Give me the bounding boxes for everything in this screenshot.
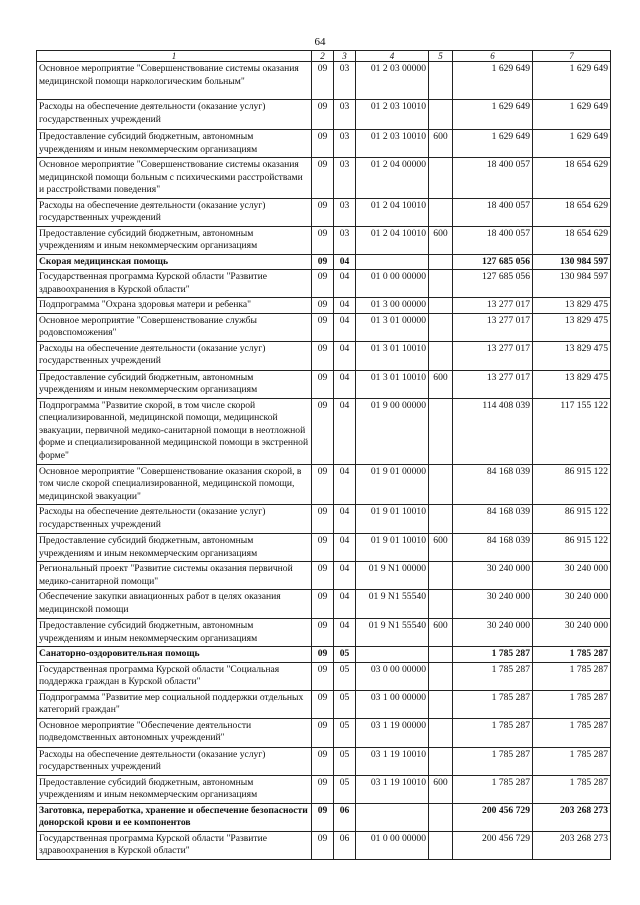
- amount-year2-cell: 130 984 597: [533, 270, 611, 298]
- section-code-cell: 09: [312, 747, 334, 775]
- amount-year2-cell: 1 629 649: [533, 130, 611, 158]
- subsection-code-cell: 05: [334, 662, 356, 690]
- amount-year2-cell: 130 984 597: [533, 254, 611, 270]
- amount-year2-cell: 1 629 649: [533, 100, 611, 130]
- amount-year1-cell: 84 168 039: [453, 505, 533, 534]
- subsection-code-cell: 03: [334, 62, 356, 100]
- table-row: [37, 270, 611, 298]
- table-row: [37, 747, 611, 775]
- section-code-cell: 09: [312, 198, 334, 226]
- amount-year2-cell: 1 785 287: [533, 747, 611, 775]
- row-name-cell: Предоставление субсидий бюджетным, автономным учреждениям и иным некоммерческим организациям: [37, 130, 312, 158]
- amount-year2-cell: 13 829 475: [533, 313, 611, 341]
- subsection-code-cell: 05: [334, 775, 356, 803]
- row-name-cell: Расходы на обеспечение деятельности (оказание услуг) государственных учреждений: [37, 198, 312, 226]
- amount-year2-cell: 1 785 287: [533, 775, 611, 803]
- table-row: [37, 100, 611, 130]
- amount-year1-cell: 1 785 287: [453, 775, 533, 803]
- subsection-code-cell: 04: [334, 398, 356, 464]
- amount-year2-cell: 1 785 287: [533, 718, 611, 747]
- target-article-cell: [356, 803, 429, 831]
- row-name-cell: Расходы на обеспечение деятельности (оказание услуг) государственных учреждений: [37, 747, 312, 775]
- amount-year2-cell: 30 240 000: [533, 590, 611, 619]
- target-article-cell: 01 9 N1 00000: [356, 562, 429, 590]
- amount-year2-cell: 13 829 475: [533, 370, 611, 398]
- table-row: [37, 831, 611, 859]
- section-code-cell: 09: [312, 831, 334, 859]
- table-row: [37, 647, 611, 663]
- amount-year1-cell: 1 785 287: [453, 662, 533, 690]
- amount-year1-cell: 84 168 039: [453, 534, 533, 562]
- amount-year1-cell: 127 685 056: [453, 254, 533, 270]
- column-header: 6: [453, 51, 533, 62]
- amount-year1-cell: 18 400 057: [453, 226, 533, 254]
- amount-year2-cell: 13 829 475: [533, 298, 611, 314]
- row-name-cell: Обеспечение закупки авиационных работ в целях оказания медицинской помощи: [37, 590, 312, 619]
- subsection-code-cell: 04: [334, 562, 356, 590]
- subsection-code-cell: 04: [334, 298, 356, 314]
- section-code-cell: 09: [312, 803, 334, 831]
- table-body: [37, 62, 611, 860]
- amount-year1-cell: 200 456 729: [453, 803, 533, 831]
- column-header: 1: [37, 51, 312, 62]
- expense-type-cell: 600: [429, 775, 453, 803]
- target-article-cell: 03 1 00 00000: [356, 690, 429, 718]
- table-row: [37, 254, 611, 270]
- amount-year1-cell: 30 240 000: [453, 562, 533, 590]
- section-code-cell: 09: [312, 505, 334, 534]
- subsection-code-cell: 04: [334, 270, 356, 298]
- amount-year1-cell: 200 456 729: [453, 831, 533, 859]
- row-name-cell: Санаторно-оздоровительная помощь: [37, 647, 312, 663]
- row-name-cell: Скорая медицинская помощь: [37, 254, 312, 270]
- subsection-code-cell: 04: [334, 619, 356, 647]
- amount-year2-cell: 30 240 000: [533, 619, 611, 647]
- target-article-cell: 01 9 01 00000: [356, 464, 429, 505]
- section-code-cell: 09: [312, 534, 334, 562]
- table-row: [37, 718, 611, 747]
- section-code-cell: 09: [312, 130, 334, 158]
- subsection-code-cell: 04: [334, 505, 356, 534]
- row-name-cell: Предоставление субсидий бюджетным, автономным учреждениям и иным некоммерческим организациям: [37, 619, 312, 647]
- table-row: [37, 158, 611, 199]
- target-article-cell: 01 9 N1 55540: [356, 590, 429, 619]
- table-row: [37, 313, 611, 341]
- target-article-cell: 03 1 19 10010: [356, 747, 429, 775]
- target-article-cell: 01 9 00 00000: [356, 398, 429, 464]
- expense-type-cell: [429, 662, 453, 690]
- section-code-cell: 09: [312, 562, 334, 590]
- row-name-cell: Предоставление субсидий бюджетным, автономным учреждениям и иным некоммерческим организациям: [37, 534, 312, 562]
- amount-year1-cell: 1 629 649: [453, 100, 533, 130]
- expense-type-cell: [429, 562, 453, 590]
- subsection-code-cell: 04: [334, 313, 356, 341]
- target-article-cell: 03 1 19 00000: [356, 718, 429, 747]
- row-name-cell: Основное мероприятие "Совершенствование оказания скорой, в том числе скорой специализированной, медицинской помощи, медицинской эвакуации": [37, 464, 312, 505]
- table-row: [37, 464, 611, 505]
- section-code-cell: 09: [312, 398, 334, 464]
- target-article-cell: 03 0 00 00000: [356, 662, 429, 690]
- row-name-cell: Расходы на обеспечение деятельности (оказание услуг) государственных учреждений: [37, 341, 312, 370]
- row-name-cell: Основное мероприятие "Совершенствование системы оказания медицинской помощи больным с психическими расстройствами и расстройствами поведения": [37, 158, 312, 199]
- subsection-code-cell: 05: [334, 747, 356, 775]
- page-number: 64: [314, 36, 326, 48]
- subsection-code-cell: 03: [334, 100, 356, 130]
- expense-type-cell: [429, 803, 453, 831]
- row-name-cell: Заготовка, переработка, хранение и обеспечение безопасности донорской крови и ее компонентов: [37, 803, 312, 831]
- section-code-cell: 09: [312, 158, 334, 199]
- amount-year1-cell: 1 785 287: [453, 690, 533, 718]
- expense-type-cell: [429, 158, 453, 199]
- target-article-cell: 01 2 04 10010: [356, 198, 429, 226]
- row-name-cell: Расходы на обеспечение деятельности (оказание услуг) государственных учреждений: [37, 100, 312, 130]
- subsection-code-cell: 05: [334, 718, 356, 747]
- expense-type-cell: [429, 718, 453, 747]
- row-name-cell: Предоставление субсидий бюджетным, автономным учреждениям и иным некоммерческим организациям: [37, 370, 312, 398]
- amount-year2-cell: 18 654 629: [533, 158, 611, 199]
- table-row: [37, 803, 611, 831]
- section-code-cell: 09: [312, 662, 334, 690]
- subsection-code-cell: 04: [334, 534, 356, 562]
- row-name-cell: Основное мероприятие "Совершенствование системы оказания медицинской помощи наркологическим больным": [37, 62, 312, 100]
- expense-type-cell: [429, 590, 453, 619]
- amount-year1-cell: 30 240 000: [453, 590, 533, 619]
- target-article-cell: 01 0 00 00000: [356, 831, 429, 859]
- expense-type-cell: [429, 505, 453, 534]
- amount-year1-cell: 13 277 017: [453, 298, 533, 314]
- row-name-cell: Государственная программа Курской области "Социальная поддержка граждан в Курской области": [37, 662, 312, 690]
- table-row: [37, 619, 611, 647]
- column-header: 3: [334, 51, 356, 62]
- expense-type-cell: [429, 341, 453, 370]
- row-name-cell: Расходы на обеспечение деятельности (оказание услуг) государственных учреждений: [37, 505, 312, 534]
- row-name-cell: Предоставление субсидий бюджетным, автономным учреждениям и иным некоммерческим организациям: [37, 775, 312, 803]
- expense-type-cell: [429, 398, 453, 464]
- target-article-cell: 01 2 03 10010: [356, 100, 429, 130]
- expense-type-cell: [429, 270, 453, 298]
- amount-year1-cell: 18 400 057: [453, 158, 533, 199]
- amount-year2-cell: 1 629 649: [533, 62, 611, 100]
- subsection-code-cell: 03: [334, 226, 356, 254]
- subsection-code-cell: 04: [334, 254, 356, 270]
- column-header: 7: [533, 51, 611, 62]
- expense-type-cell: [429, 198, 453, 226]
- expense-type-cell: [429, 690, 453, 718]
- table-row: [37, 775, 611, 803]
- amount-year2-cell: 13 829 475: [533, 341, 611, 370]
- subsection-code-cell: 04: [334, 590, 356, 619]
- subsection-code-cell: 05: [334, 647, 356, 663]
- section-code-cell: 09: [312, 100, 334, 130]
- amount-year2-cell: 203 268 273: [533, 803, 611, 831]
- row-name-cell: Подпрограмма "Развитие мер социальной поддержки отдельных категорий граждан": [37, 690, 312, 718]
- column-header: 2: [312, 51, 334, 62]
- section-code-cell: 09: [312, 370, 334, 398]
- row-name-cell: Государственная программа Курской области "Развитие здравоохранения в Курской области": [37, 831, 312, 859]
- target-article-cell: 01 9 01 10010: [356, 534, 429, 562]
- expense-type-cell: [429, 831, 453, 859]
- table-row: [37, 690, 611, 718]
- table-row: [37, 341, 611, 370]
- amount-year2-cell: 1 785 287: [533, 647, 611, 663]
- amount-year2-cell: 18 654 629: [533, 198, 611, 226]
- amount-year1-cell: 114 408 039: [453, 398, 533, 464]
- table-row: [37, 662, 611, 690]
- amount-year1-cell: 30 240 000: [453, 619, 533, 647]
- amount-year2-cell: 86 915 122: [533, 505, 611, 534]
- subsection-code-cell: 04: [334, 464, 356, 505]
- subsection-code-cell: 03: [334, 130, 356, 158]
- amount-year1-cell: 13 277 017: [453, 370, 533, 398]
- expense-type-cell: [429, 298, 453, 314]
- section-code-cell: 09: [312, 690, 334, 718]
- expense-type-cell: [429, 254, 453, 270]
- expense-type-cell: [429, 464, 453, 505]
- row-name-cell: Основное мероприятие "Совершенствование службы родовспоможения": [37, 313, 312, 341]
- amount-year1-cell: 1 785 287: [453, 647, 533, 663]
- target-article-cell: 01 3 00 00000: [356, 298, 429, 314]
- subsection-code-cell: 04: [334, 341, 356, 370]
- subsection-code-cell: 03: [334, 158, 356, 199]
- amount-year2-cell: 18 654 629: [533, 226, 611, 254]
- target-article-cell: 01 9 N1 55540: [356, 619, 429, 647]
- target-article-cell: 01 2 04 00000: [356, 158, 429, 199]
- amount-year1-cell: 18 400 057: [453, 198, 533, 226]
- column-header: 4: [356, 51, 429, 62]
- amount-year2-cell: 86 915 122: [533, 464, 611, 505]
- expense-type-cell: [429, 313, 453, 341]
- amount-year1-cell: 127 685 056: [453, 270, 533, 298]
- amount-year1-cell: 1 629 649: [453, 130, 533, 158]
- section-code-cell: 09: [312, 590, 334, 619]
- section-code-cell: 09: [312, 341, 334, 370]
- amount-year2-cell: 86 915 122: [533, 534, 611, 562]
- target-article-cell: [356, 254, 429, 270]
- column-header: 5: [429, 51, 453, 62]
- expense-type-cell: 600: [429, 534, 453, 562]
- target-article-cell: [356, 647, 429, 663]
- table-row: [37, 226, 611, 254]
- section-code-cell: 09: [312, 775, 334, 803]
- target-article-cell: 01 2 03 00000: [356, 62, 429, 100]
- amount-year1-cell: 1 629 649: [453, 62, 533, 100]
- target-article-cell: 01 3 01 00000: [356, 313, 429, 341]
- table-row: [37, 62, 611, 100]
- target-article-cell: 01 9 01 10010: [356, 505, 429, 534]
- row-name-cell: Подпрограмма "Охрана здоровья матери и ребенка": [37, 298, 312, 314]
- section-code-cell: 09: [312, 270, 334, 298]
- section-code-cell: 09: [312, 718, 334, 747]
- amount-year2-cell: 117 155 122: [533, 398, 611, 464]
- expense-type-cell: 600: [429, 130, 453, 158]
- amount-year2-cell: 30 240 000: [533, 562, 611, 590]
- section-code-cell: 09: [312, 226, 334, 254]
- section-code-cell: 09: [312, 313, 334, 341]
- subsection-code-cell: 06: [334, 831, 356, 859]
- section-code-cell: 09: [312, 619, 334, 647]
- target-article-cell: 03 1 19 10010: [356, 775, 429, 803]
- amount-year2-cell: 1 785 287: [533, 690, 611, 718]
- subsection-code-cell: 05: [334, 690, 356, 718]
- amount-year2-cell: 203 268 273: [533, 831, 611, 859]
- expense-type-cell: 600: [429, 370, 453, 398]
- header-row: [37, 51, 611, 62]
- row-name-cell: Государственная программа Курской области "Развитие здравоохранения в Курской области": [37, 270, 312, 298]
- row-name-cell: Предоставление субсидий бюджетным, автономным учреждениям и иным некоммерческим организациям: [37, 226, 312, 254]
- table-row: [37, 298, 611, 314]
- subsection-code-cell: 06: [334, 803, 356, 831]
- target-article-cell: 01 2 04 10010: [356, 226, 429, 254]
- section-code-cell: 09: [312, 647, 334, 663]
- subsection-code-cell: 03: [334, 198, 356, 226]
- row-name-cell: Региональный проект "Развитие системы оказания первичной медико-санитарной помощи": [37, 562, 312, 590]
- amount-year1-cell: 1 785 287: [453, 718, 533, 747]
- amount-year1-cell: 84 168 039: [453, 464, 533, 505]
- expense-type-cell: [429, 100, 453, 130]
- expense-type-cell: [429, 647, 453, 663]
- expense-type-cell: [429, 62, 453, 100]
- target-article-cell: 01 2 03 10010: [356, 130, 429, 158]
- target-article-cell: 01 0 00 00000: [356, 270, 429, 298]
- table-row: [37, 198, 611, 226]
- table-row: [37, 534, 611, 562]
- amount-year2-cell: 1 785 287: [533, 662, 611, 690]
- row-name-cell: Основное мероприятие "Обеспечение деятельности подведомственных автономных учреждений": [37, 718, 312, 747]
- section-code-cell: 09: [312, 464, 334, 505]
- amount-year1-cell: 1 785 287: [453, 747, 533, 775]
- target-article-cell: 01 3 01 10010: [356, 370, 429, 398]
- budget-table: [36, 50, 611, 860]
- table-row: [37, 590, 611, 619]
- section-code-cell: 09: [312, 298, 334, 314]
- section-code-cell: 09: [312, 62, 334, 100]
- table-row: [37, 130, 611, 158]
- section-code-cell: 09: [312, 254, 334, 270]
- table-row: [37, 562, 611, 590]
- row-name-cell: Подпрограмма "Развитие скорой, в том числе скорой специализированной, медицинской помощи, медицинской эвакуации, первичной медико-санитарной помощи в неотложной форме и специализированной медицинской помощи в экстренной форме": [37, 398, 312, 464]
- table-row: [37, 370, 611, 398]
- target-article-cell: 01 3 01 10010: [356, 341, 429, 370]
- table-row: [37, 505, 611, 534]
- expense-type-cell: [429, 747, 453, 775]
- table-row: [37, 398, 611, 464]
- expense-type-cell: 600: [429, 226, 453, 254]
- amount-year1-cell: 13 277 017: [453, 313, 533, 341]
- amount-year1-cell: 13 277 017: [453, 341, 533, 370]
- expense-type-cell: 600: [429, 619, 453, 647]
- subsection-code-cell: 04: [334, 370, 356, 398]
